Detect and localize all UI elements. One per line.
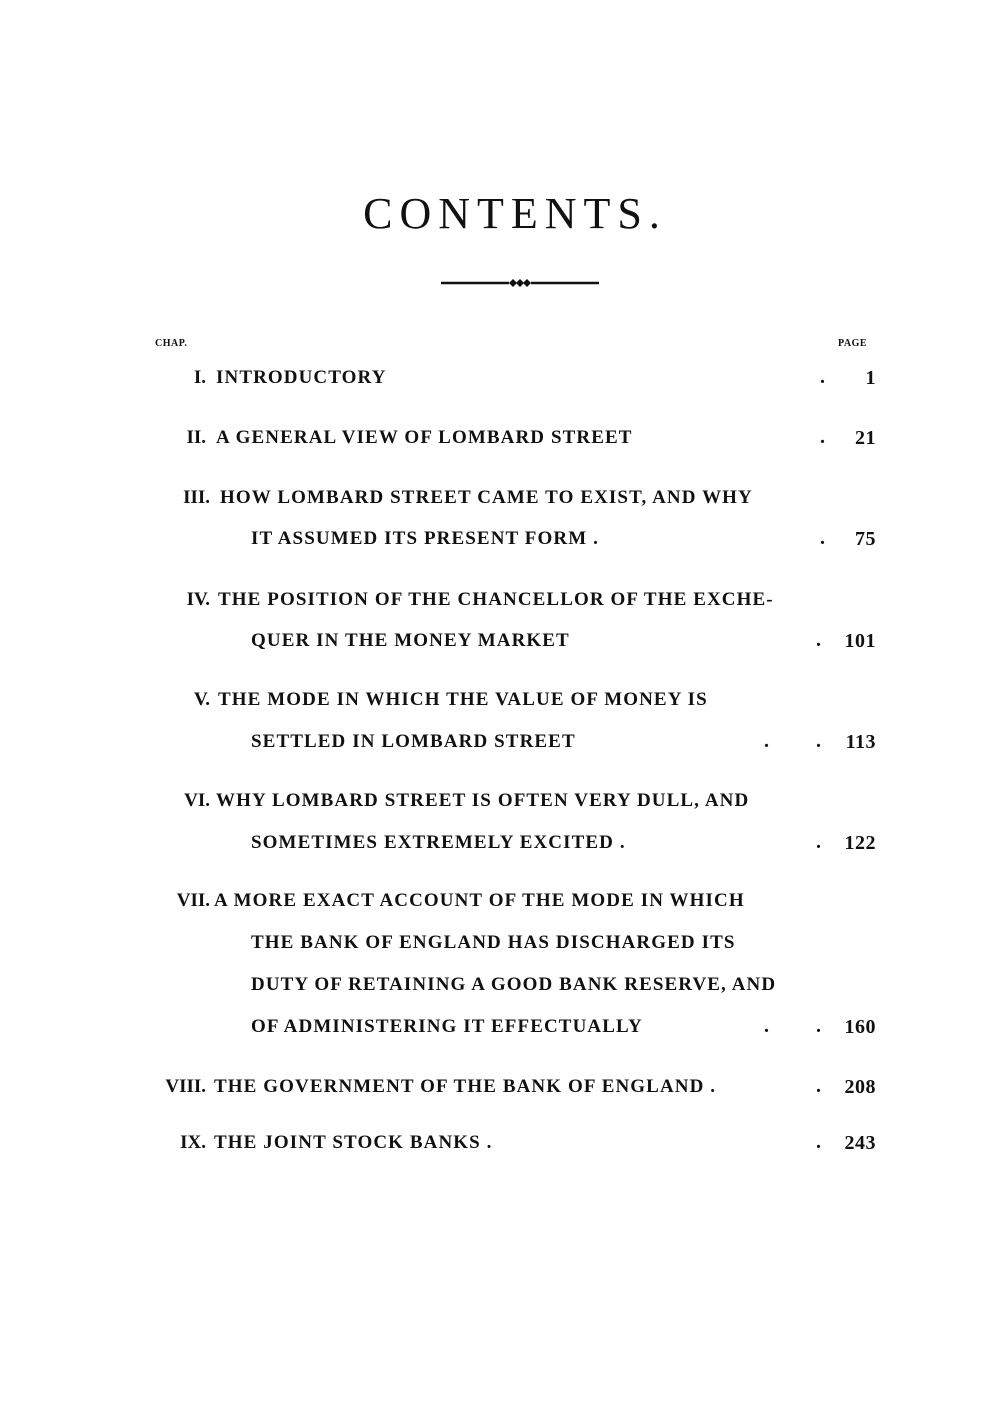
chapter-title-line: THE BANK OF ENGLAND HAS DISCHARGED ITS xyxy=(251,932,736,953)
chapter-number: III. xyxy=(183,487,210,508)
page-column-header: PAGE xyxy=(838,338,868,349)
chapter-number: VI. xyxy=(184,790,210,811)
chap-column-header: CHAP. xyxy=(155,338,188,349)
leader-dot: . xyxy=(816,831,821,853)
chapter-title-line: THE MODE IN WHICH THE VALUE OF MONEY IS xyxy=(218,689,708,710)
page-number: 1 xyxy=(865,367,876,389)
chapter-number: V. xyxy=(193,689,210,710)
chapter-title-line: THE GOVERNMENT OF THE BANK OF ENGLAND . xyxy=(214,1076,717,1097)
leader-dot: . xyxy=(764,730,769,752)
chapter-number: IX. xyxy=(180,1132,206,1153)
leader-dot: . xyxy=(764,1015,769,1037)
page-number: 113 xyxy=(845,731,876,753)
leader-dot: . xyxy=(816,1015,821,1037)
chapter-title-line: SETTLED IN LOMBARD STREET xyxy=(251,731,576,752)
chapter-title-line: A MORE EXACT ACCOUNT OF THE MODE IN WHICH xyxy=(214,890,745,911)
page-number: 75 xyxy=(855,528,876,550)
page-number: 21 xyxy=(855,427,876,449)
leader-dot: . xyxy=(816,629,821,651)
chapter-number: II. xyxy=(186,427,206,448)
chapter-title-line: THE JOINT STOCK BANKS . xyxy=(214,1132,493,1153)
chapter-title-line: THE POSITION OF THE CHANCELLOR OF THE EXCHE- xyxy=(218,589,774,610)
leader-dot: . xyxy=(816,1131,821,1153)
chapter-title-line: SOMETIMES EXTREMELY EXCITED . xyxy=(251,832,626,853)
page-number: 122 xyxy=(844,832,876,854)
page-title: CONTENTS. xyxy=(363,189,667,238)
chapter-number: IV. xyxy=(186,589,210,610)
chapter-title-line: WHY LOMBARD STREET IS OFTEN VERY DULL, AND xyxy=(216,790,750,811)
chapter-number: VIII. xyxy=(165,1076,206,1097)
page-number: 243 xyxy=(844,1132,876,1154)
leader-dot: . xyxy=(820,426,825,448)
ornament-rule-icon xyxy=(441,276,599,290)
chapter-title-line: OF ADMINISTERING IT EFFECTUALLY xyxy=(251,1016,643,1037)
page-number: 101 xyxy=(844,630,876,652)
leader-dot: . xyxy=(820,366,825,388)
leader-dot: . xyxy=(820,527,825,549)
page-number: 160 xyxy=(844,1016,876,1038)
chapter-number: VII. xyxy=(176,890,210,911)
leader-dot: . xyxy=(816,730,821,752)
page-number: 208 xyxy=(844,1076,876,1098)
chapter-title-line: INTRODUCTORY xyxy=(216,367,387,388)
leader-dot: . xyxy=(816,1075,821,1097)
chapter-title-line: A GENERAL VIEW OF LOMBARD STREET xyxy=(216,427,633,448)
chapter-title-line: IT ASSUMED ITS PRESENT FORM . xyxy=(251,528,599,549)
chapter-title-line: DUTY OF RETAINING A GOOD BANK RESERVE, AND xyxy=(251,974,777,995)
chapter-number: I. xyxy=(193,367,206,388)
chapter-title-line: QUER IN THE MONEY MARKET xyxy=(251,630,570,651)
chapter-title-line: HOW LOMBARD STREET CAME TO EXIST, AND WHY xyxy=(220,487,753,508)
